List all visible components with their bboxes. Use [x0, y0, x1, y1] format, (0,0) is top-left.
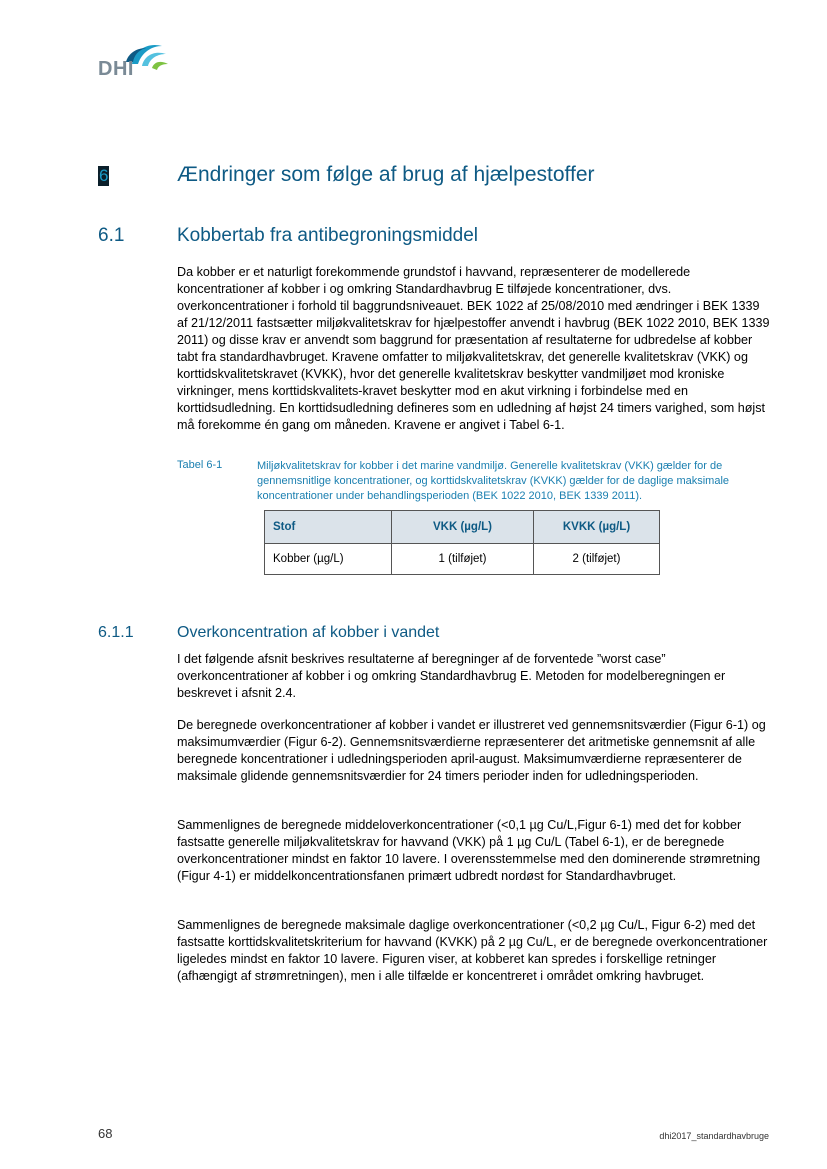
- cell-kvkk: 2 (tilføjet): [534, 544, 660, 575]
- subsection-title: Overkoncentration af kobber i vandet: [177, 624, 440, 641]
- dhi-logo: [96, 38, 170, 80]
- logo-text: DHI: [98, 58, 134, 80]
- paragraph-1: I det følgende afsnit beskrives resultaterne af beregninger af de forventede ”worst case” overkoncentrationer af kobber i og omkring Standardhavbrug E. Metoden for modelberegningen er beskrevet i afsnit 2.4.: [177, 652, 726, 700]
- cell-substance: Kobber (µg/L): [265, 544, 392, 575]
- header-kvkk: KVKK (µg/L): [534, 511, 660, 544]
- paragraph-4: Sammenlignes de beregnede maksimale daglige overkoncentrationer (<0,2 µg Cu/L, Figur 6-2) med det fastsatte korttidskvalitetskriterium for havvand (KVKK) på 2 µg Cu/L, er de beregnede overkoncentrationer ligeledes mindst en faktor 10 lavere. Figuren viser, at kobberet kan spredes i forskellige retninger (afhængigt af strømretningen), men i alle tilfælde er koncentreret i området omkring havbruget.: [177, 918, 768, 983]
- paragraph-3: Sammenlignes de beregnede middeloverkoncentrationer (<0,1 µg Cu/L,Figur 6-1) med det for kobber fastsatte generelle miljøkvalitetskrav for havvand (VKK) på 1 µg Cu/L (Tabel 6-1), er de beregnede overkoncentrationer mindst en faktor 10 lavere. I overensstemmelse med den dominerende strømretning (Figur 4-1) er middelkoncentrationsfanen primært udbredt nordøst for Standardhavbruget.: [177, 818, 761, 883]
- paragraph-2: De beregnede overkoncentrationer af kobber i vandet er illustreret ved gennemsnitsværdier (Figur 6-1) og maksimumværdier (Figur 6-2). Gennemsnitsværdierne repræsenterer det aritmetiske gennemsnit af alle beregnede koncentrationer i udledningsperioden april-august. Maksimumværdierne repræsenterer de maksimale glidende gennemsnitsværdier for 24 timers perioder inden for udledningsperioden.: [177, 718, 766, 783]
- quality-requirements-table: [264, 510, 660, 575]
- table-row: [265, 544, 660, 575]
- subsection-number: 6.1.1: [98, 624, 134, 641]
- section-title: Kobbertab fra antibegroningsmiddel: [177, 225, 479, 246]
- document-id: dhi2017_standardhavbruge: [659, 1131, 769, 1141]
- table-caption-label: Tabel 6-1: [177, 459, 223, 471]
- chapter-number: 6: [99, 166, 109, 185]
- chapter-title: Ændringer som følge af brug af hjælpestoffer: [177, 163, 595, 186]
- intro-paragraph: Da kobber er et naturligt forekommende grundstof i havvand, repræsenterer de modellerede koncentrationer af kobber i og omkring Standardhavbrug E tilføjede koncentrationer, dvs. overkoncentrationer i forhold til baggrundsniveauet. BEK 1022 af 25/08/2010 med ændringer i BEK 1339 af 21/12/2011 fastsætter miljøkvalitetskrav for hjælpestoffer anvendt i havbrug (BEK 1022 2010, BEK 1339 2011) og disse krav er anvendt som baggrund for præsentation af resultaterne for udbredelse af kobber tabt fra standardhavbruget. Kravene omfatter to miljøkvalitetskrav, det generelle kvalitetskrav (VKK) og korttidskvalitetskravet (KVKK), hvor det generelle kvalitetskrav beskytter vandmiljøet mod kroniske virkninger, mens korttidskvalitets-kravet beskytter mod en akut virkning i forbindelse med en korttidsudledning. En korttidsudledning defineres som en udledning af højst 24 timers varighed, som højst må forekomme én gang om måneden. Kravene er angivet i Tabel 6-1.: [177, 265, 770, 432]
- table-caption-text: Miljøkvalitetskrav for kobber i det marine vandmiljø. Generelle kvalitetskrav (VKK) gælder for de gennemsnitlige koncentrationer, og korttidskvalitetskrav (KVKK) gælder for de daglige maksimale koncentrationer under behandlingsperioden (BEK 1022 2010, BEK 1339 2011).: [257, 460, 730, 502]
- page-number: 68: [98, 1126, 113, 1141]
- section-number: 6.1: [98, 225, 125, 246]
- header-vkk: VKK (µg/L): [392, 511, 534, 544]
- header-stof: Stof: [265, 511, 392, 544]
- cell-vkk: 1 (tilføjet): [392, 544, 534, 575]
- table-header-row: [265, 511, 660, 544]
